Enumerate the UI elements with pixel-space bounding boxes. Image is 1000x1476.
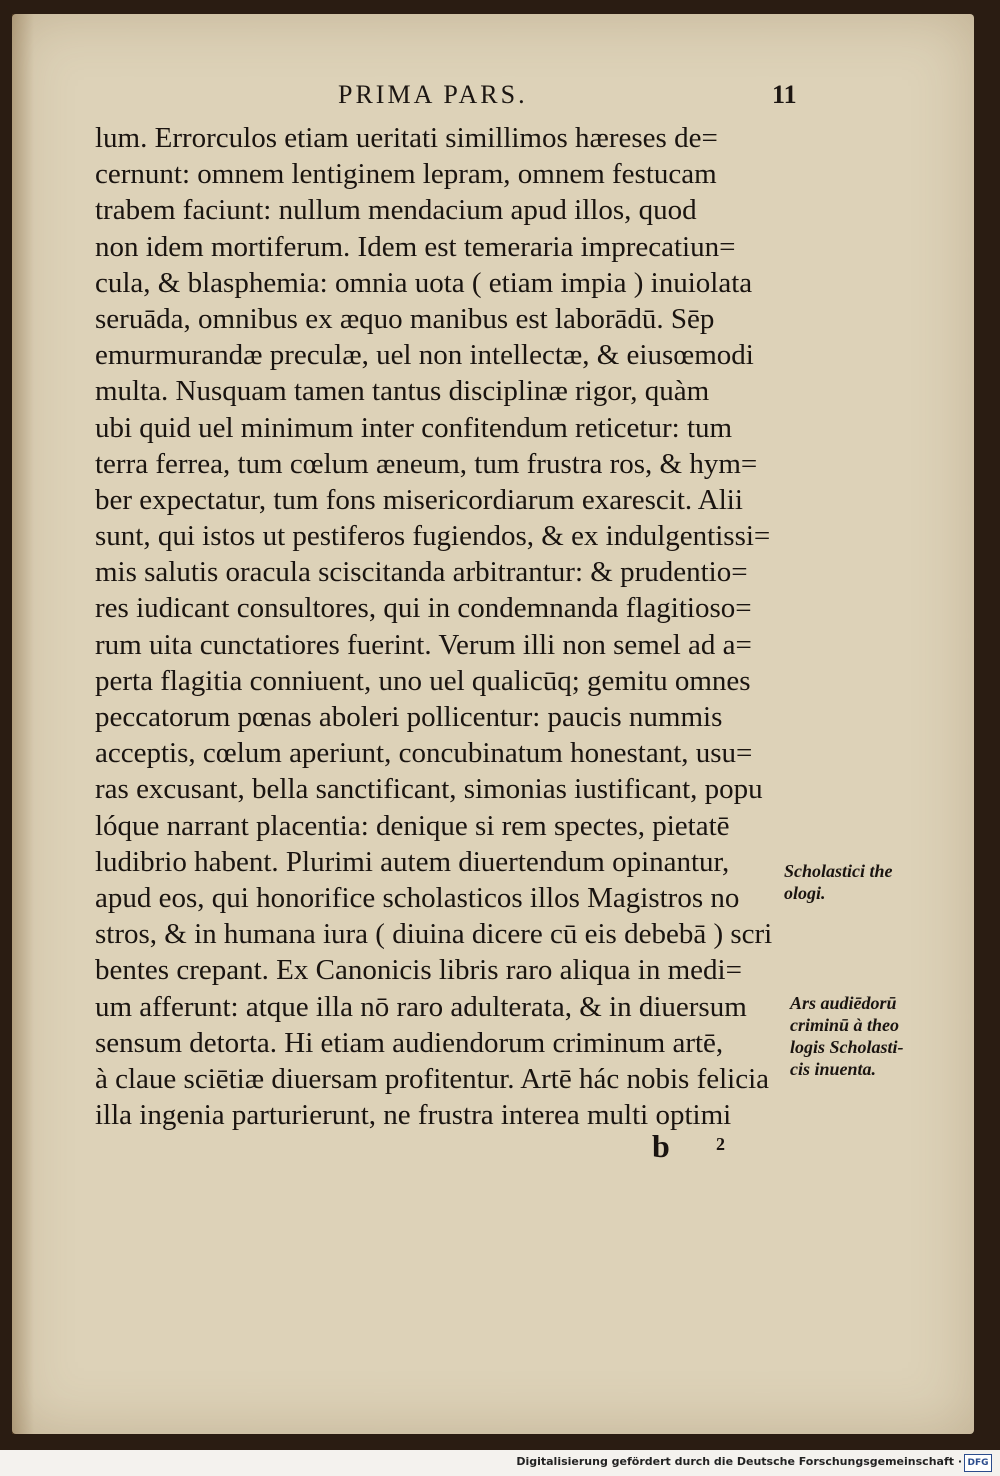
text-line: cula, & blasphemia: omnia uota ( etiam impia ) inuiolata: [95, 266, 753, 299]
marginal-note-scholastici: [784, 860, 893, 904]
text-line: apud eos, qui honorifice scholasticos illos Magistros no: [95, 881, 740, 914]
text-line: illa ingenia parturierunt, ne frustra interea multi optimi: [95, 1099, 732, 1132]
text-line: acceptis, cœlum aperiunt, concubinatum honestant, usu=: [95, 737, 753, 770]
text-line: à claue sciētiæ diuersam profitentur. Artē hác nobis felicia: [95, 1062, 770, 1095]
text-line: non idem mortiferum. Idem est temeraria imprecatiun=: [95, 230, 736, 263]
text-line: terra ferrea, tum cœlum æneum, tum frustra ros, & hym=: [95, 447, 758, 480]
text-line: sensum detorta. Hi etiam audiendorum criminum artē,: [95, 1026, 724, 1059]
text-line: cernunt: omnem lentiginem lepram, omnem festucam: [95, 158, 717, 191]
text-line: sunt, qui istos ut pestiferos fugiendos, & ex indulgentissi=: [95, 520, 771, 553]
running-head: [12, 76, 974, 116]
text-line: emurmurandæ preculæ, uel non intellectæ, & eiusœmodi: [95, 339, 754, 372]
text-line: ubi quid uel minimum inter confitendum reticetur: tum: [95, 411, 733, 444]
body-text: [95, 120, 795, 1133]
signature-number: 2: [716, 1134, 725, 1154]
text-line: um afferunt: atque illa nō raro adulterata, & in diuersum: [95, 990, 747, 1023]
text-line: res iudicant consultores, qui in condemnanda flagitioso=: [95, 592, 752, 625]
footer-bar: [0, 1450, 1000, 1476]
text-line: trabem faciunt: nullum mendacium apud illos, quod: [95, 194, 697, 227]
text-line: mis salutis oracula sciscitanda arbitrantur: & prudentio=: [95, 556, 748, 589]
running-title: PRIMA PARS.: [338, 80, 528, 109]
text-line: bentes crepant. Ex Canonicis libris raro aliqua in medi=: [95, 954, 742, 987]
text-line: rum uita cunctatiores fuerint. Verum illi non semel ad a=: [95, 628, 752, 661]
text-line: ras excusant, bella sanctificant, simonias iustificant, popu: [95, 773, 763, 806]
text-line: peccatorum pœnas aboleri pollicentur: paucis nummis: [95, 701, 723, 733]
text-line: ber expectatur, tum fons misericordiarum exarescit. Alii: [95, 483, 743, 516]
book-page: [12, 14, 974, 1434]
marginal-note-line: Ars audiēdorū: [790, 993, 897, 1013]
signature-mark: b: [652, 1128, 670, 1164]
marginal-note-line: criminū à theo: [790, 1015, 900, 1035]
marginal-note-line: cis inuenta.: [790, 1059, 877, 1079]
text-line: stros, & in humana iura ( diuina dicere cū eis debebā ) scri: [95, 918, 773, 951]
text-line: lum. Errorculos etiam ueritati simillimos hæreses de=: [95, 122, 718, 154]
text-line: lóque narrant placentia: denique si rem spectes, pietatē: [95, 809, 730, 842]
text-line: ludibrio habent. Plurimi autem diuertendum opinantur,: [95, 845, 730, 878]
marginal-note-line: logis Scholasti-: [790, 1037, 904, 1057]
digitization-credit: Digitalisierung gefördert durch die Deutsche Forschungsgemeinschaft ·: [516, 1455, 962, 1468]
dfg-logo: DFG: [964, 1454, 992, 1472]
text-line: seruāda, omnibus ex æquo manibus est laborādū. Sēp: [95, 302, 715, 335]
marginal-note-ars-audiendorum: [790, 992, 904, 1080]
marginal-note-line: Scholastici the: [784, 861, 893, 881]
marginal-note-line: ologi.: [784, 883, 826, 903]
page-number: 11: [772, 80, 797, 109]
page-gutter-shadow: [12, 14, 34, 1434]
text-line: perta flagitia conniuent, uno uel qualicūq; gemitu omnes: [95, 664, 751, 697]
text-line: multa. Nusquam tamen tantus disciplinæ rigor, quàm: [95, 375, 710, 408]
